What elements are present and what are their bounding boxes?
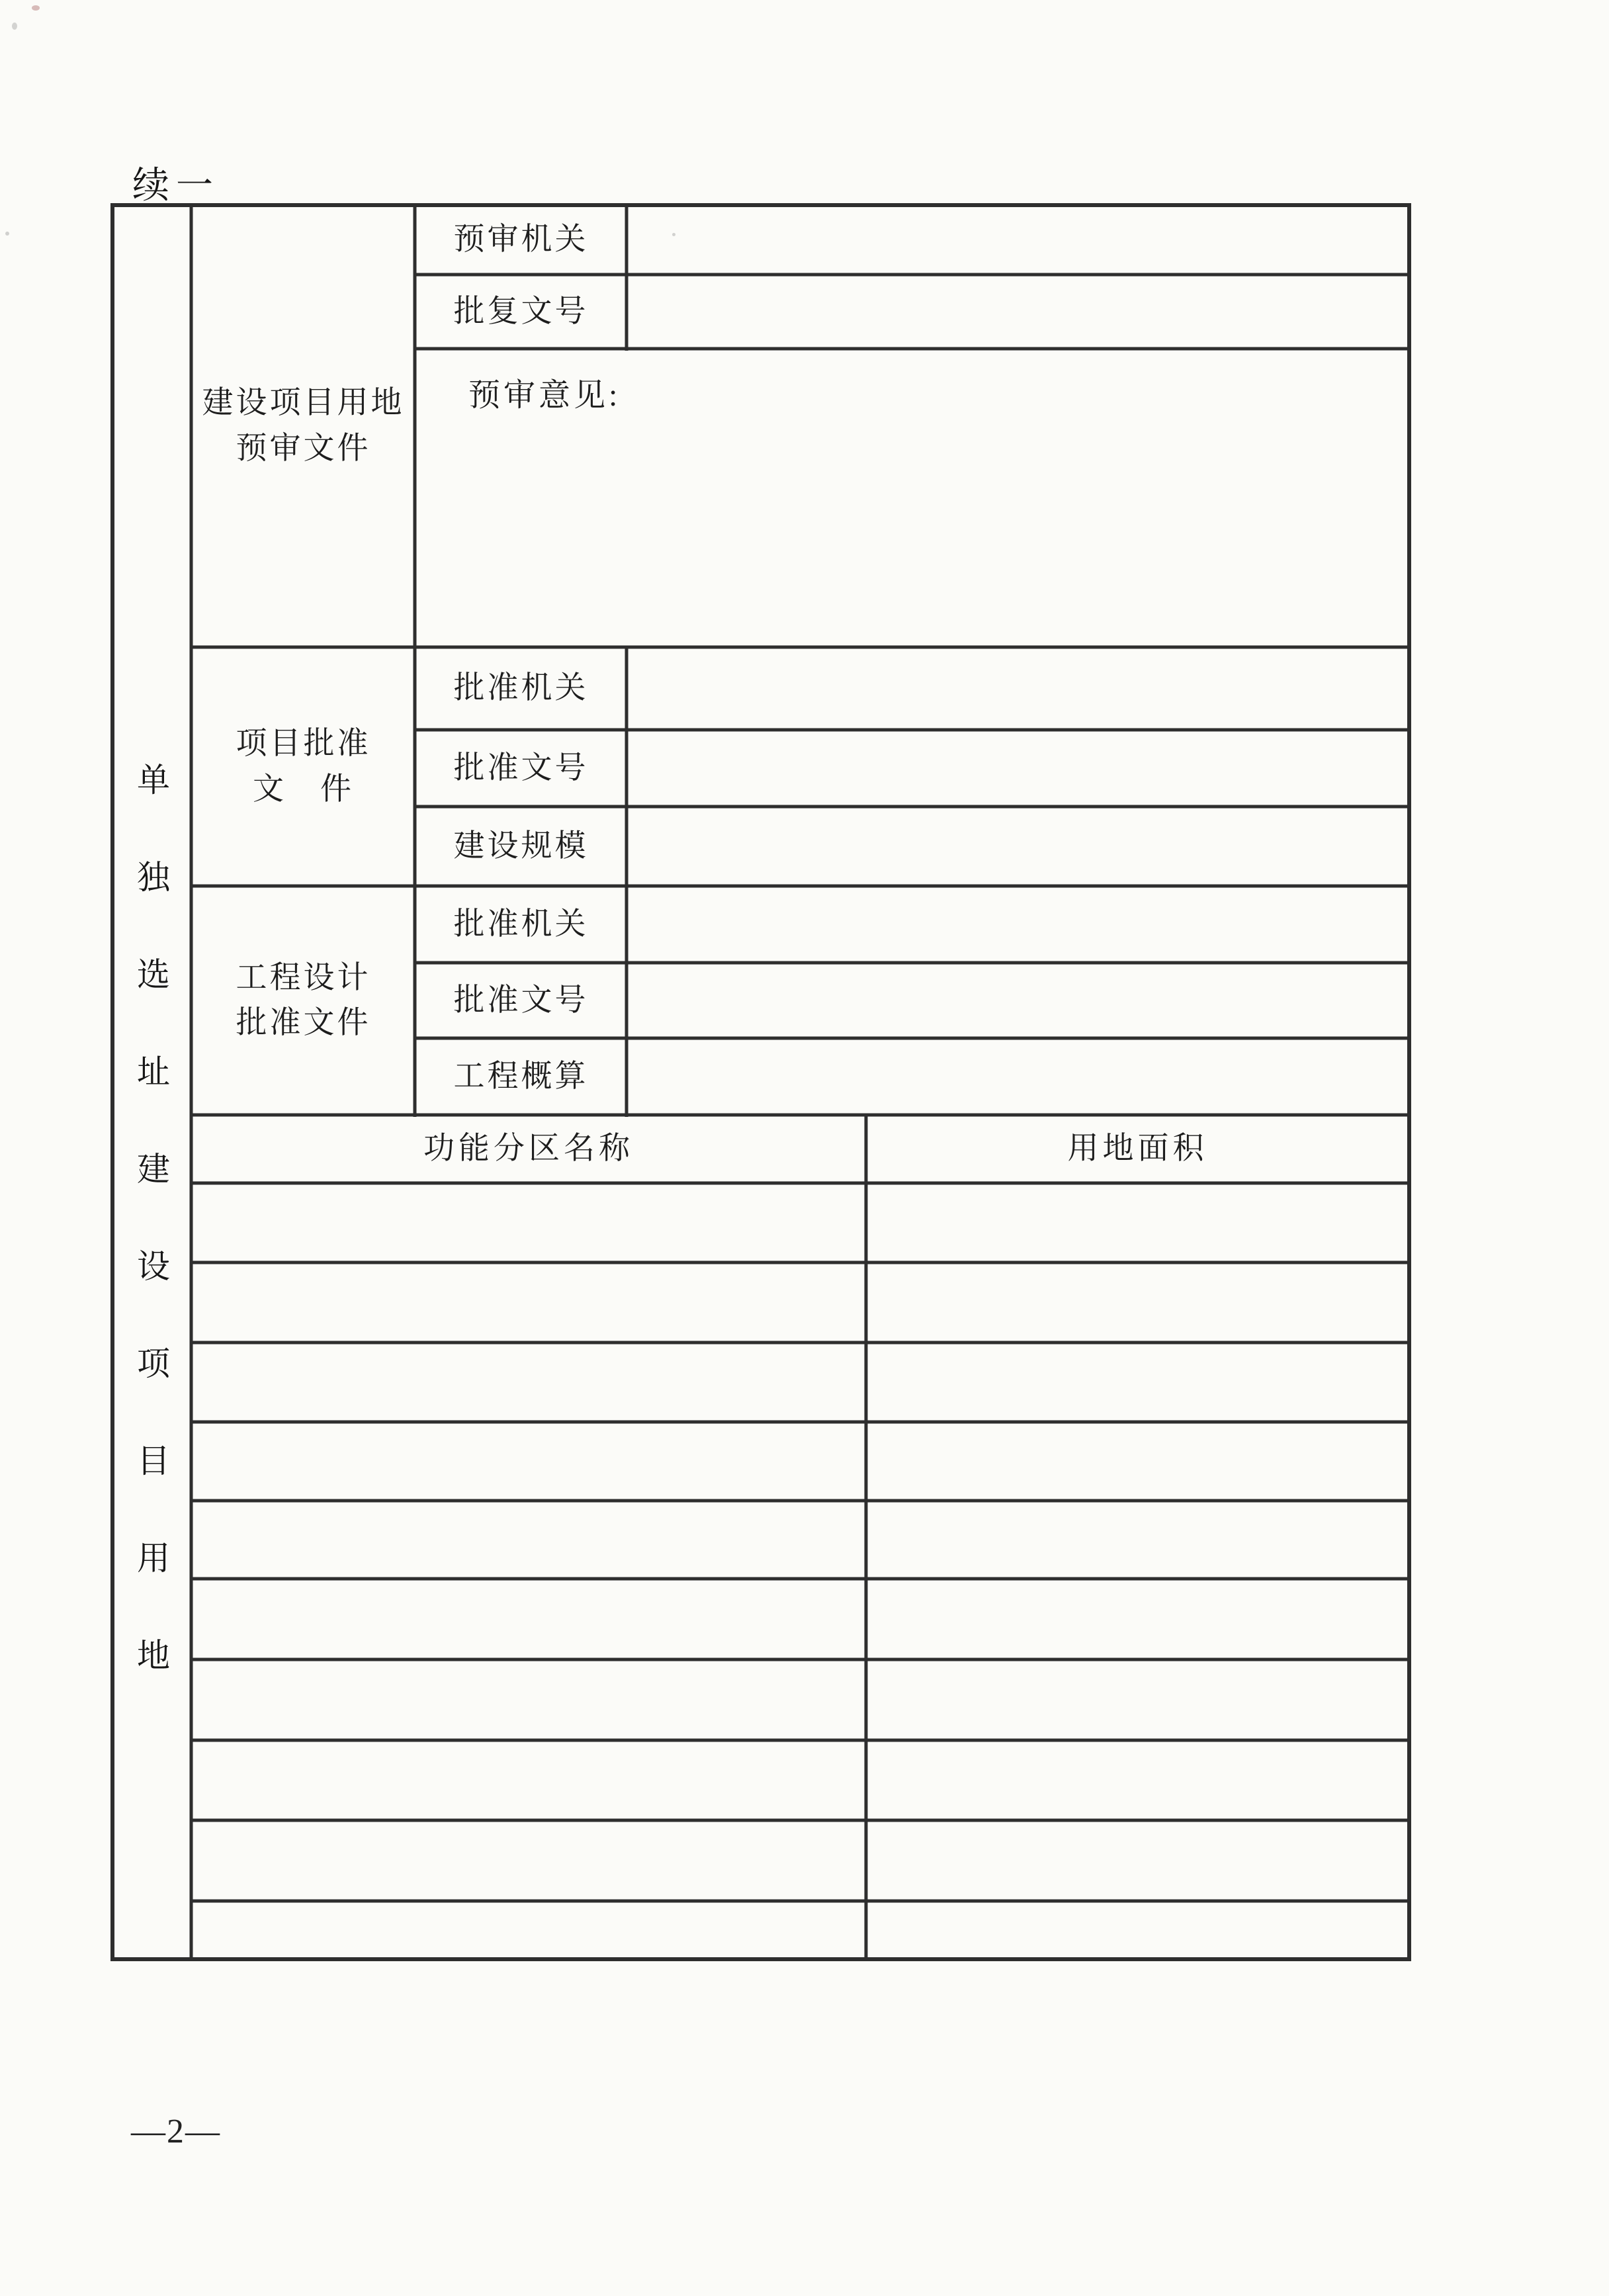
zone-name-cell[interactable] xyxy=(193,1742,864,1818)
zone-name-cell[interactable] xyxy=(193,1581,864,1657)
zone-area-cell[interactable] xyxy=(868,1822,1407,1899)
project-approval-authority-value[interactable] xyxy=(629,649,1407,728)
project-approval-group-label-line1: 项目批准 xyxy=(236,727,371,762)
zone-name-cell[interactable] xyxy=(193,1345,864,1420)
zone-name-cell[interactable] xyxy=(193,1903,864,1957)
zone-area-cell[interactable] xyxy=(868,1581,1407,1657)
zone-name-cell[interactable] xyxy=(193,1264,864,1341)
project-approval-group-label xyxy=(193,649,413,884)
design-approval-authority-label: 批准机关 xyxy=(453,906,589,942)
design-approval-group-label xyxy=(193,888,413,1113)
preexam-group-label-line1: 建设项目用地 xyxy=(202,386,405,421)
continuation-label: 续一 xyxy=(132,165,220,206)
zone-name-cell[interactable] xyxy=(193,1185,864,1260)
project-approval-group-label-line2: 文 件 xyxy=(253,772,354,807)
zone-area-cell[interactable] xyxy=(868,1903,1407,1957)
preexam-opinion-cell[interactable] xyxy=(417,351,1407,646)
preexam-docnumber-label: 批复文号 xyxy=(453,294,589,330)
preexam-group-label xyxy=(193,206,413,645)
side-label-cell xyxy=(110,203,191,1957)
zone-area-cell[interactable] xyxy=(868,1661,1407,1738)
project-budget-value[interactable] xyxy=(629,1040,1407,1113)
zone-area-cell[interactable] xyxy=(868,1185,1407,1260)
zone-name-header: 功能分区名称 xyxy=(423,1131,634,1167)
page-number: —2— xyxy=(131,2113,221,2150)
zone-name-cell[interactable] xyxy=(193,1424,864,1499)
construction-scale-value[interactable] xyxy=(629,809,1407,884)
design-approval-docnumber-label: 批准文号 xyxy=(453,983,589,1018)
zone-area-cell[interactable] xyxy=(868,1503,1407,1577)
zone-area-cell[interactable] xyxy=(868,1345,1407,1420)
preexam-authority-value[interactable] xyxy=(629,206,1407,273)
design-approval-docnumber-value[interactable] xyxy=(629,965,1407,1036)
zone-area-cell[interactable] xyxy=(868,1424,1407,1499)
design-approval-group-label-line2: 批准文件 xyxy=(236,1006,371,1040)
project-approval-docnumber-value[interactable] xyxy=(629,732,1407,805)
zone-name-cell[interactable] xyxy=(193,1822,864,1899)
design-approval-authority-value[interactable] xyxy=(629,888,1407,961)
zone-area-header: 用地面积 xyxy=(1067,1131,1208,1167)
preexam-opinion-label: 预审意见: xyxy=(468,378,621,413)
construction-scale-label: 建设规模 xyxy=(453,828,589,863)
zone-name-cell[interactable] xyxy=(193,1503,864,1577)
design-approval-group-label-line1: 工程设计 xyxy=(236,960,371,995)
project-approval-authority-label: 批准机关 xyxy=(453,671,589,706)
zone-name-cell[interactable] xyxy=(193,1661,864,1738)
side-label-text: 单独选址建设项目用地 xyxy=(132,762,169,1735)
preexam-authority-label: 预审机关 xyxy=(453,222,589,257)
preexam-group-label-line2: 预审文件 xyxy=(236,431,371,466)
project-budget-label: 工程概算 xyxy=(453,1059,589,1094)
preexam-docnumber-value[interactable] xyxy=(629,277,1407,347)
zone-area-cell[interactable] xyxy=(868,1742,1407,1818)
zone-area-cell[interactable] xyxy=(868,1264,1407,1341)
project-approval-docnumber-label: 批准文号 xyxy=(453,750,589,785)
